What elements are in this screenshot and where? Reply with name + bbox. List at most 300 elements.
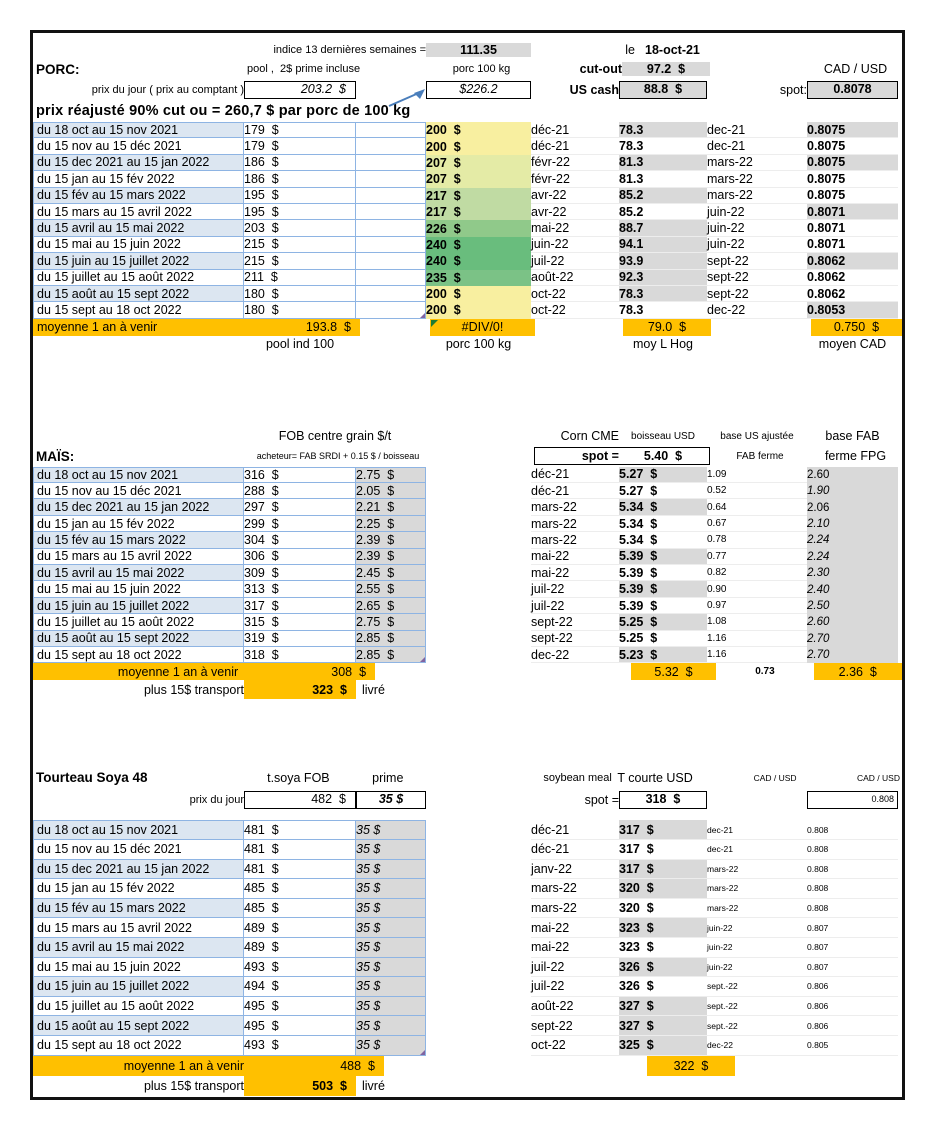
porc-pool-cell[interactable]: 186 $	[244, 155, 356, 171]
porc-date-cell[interactable]: du 15 juin au 15 juillet 2022	[33, 253, 244, 269]
soya-prime-cell[interactable]: 35 $	[356, 938, 426, 958]
soya-cad-month-cell[interactable]: sept.-22	[707, 997, 807, 1017]
porc-empty-cell[interactable]	[356, 220, 426, 236]
porc-price-cell[interactable]: 226 $	[426, 220, 531, 236]
mais-cme-month-cell[interactable]: mai-22	[531, 565, 619, 581]
porc-price-cell[interactable]: 207 $	[426, 155, 531, 171]
soya-cad-rate-cell[interactable]: 0.808	[807, 840, 898, 860]
porc-price-cell[interactable]: 217 $	[426, 188, 531, 204]
porc-date-cell[interactable]: du 15 sept au 18 oct 2022	[33, 302, 244, 318]
soya-meal-month-cell[interactable]: oct-22	[531, 1036, 619, 1056]
soya-cad-rate-cell[interactable]: 0.808	[807, 860, 898, 880]
soya-meal-month-cell[interactable]: janv-22	[531, 860, 619, 880]
mais-cme-value-cell[interactable]: 5.39 $	[619, 565, 707, 581]
mais-fab-ferme-cell[interactable]: 0.97	[707, 598, 807, 614]
porc-price-cell[interactable]: 200 $	[426, 286, 531, 302]
soya-price-cell[interactable]: 481 $	[244, 820, 356, 840]
porc-hog-value-cell[interactable]: 81.3	[619, 171, 707, 187]
soya-prime-cell[interactable]: 35 $	[356, 918, 426, 938]
tcourte-label: T courte USD	[617, 770, 693, 785]
soya-meal-value-cell[interactable]: 320 $	[619, 899, 707, 919]
uscash-value[interactable]: 88.8 $	[619, 81, 707, 99]
porc-pool-cell[interactable]: 215 $	[244, 253, 356, 269]
soya-price-cell[interactable]: 485 $	[244, 879, 356, 899]
mais-bushel-cell[interactable]: 2.25 $	[356, 516, 426, 532]
porc-cad-month-cell[interactable]: sept-22	[707, 286, 807, 302]
mais-price-cell[interactable]: 316 $	[244, 467, 356, 483]
porc-price-cell[interactable]: 207 $	[426, 171, 531, 187]
soya-avg-price[interactable]: 488 $	[340, 1058, 375, 1073]
porc-date-cell[interactable]: du 15 avril au 15 mai 2022	[33, 220, 244, 236]
mais-bushel-cell[interactable]: 2.05 $	[356, 483, 426, 499]
mais-bushel-cell[interactable]: 2.85 $	[356, 647, 426, 663]
porc-avg-hog[interactable]: 79.0 $	[647, 320, 687, 335]
porc-cad-month-cell[interactable]: sept-22	[707, 253, 807, 269]
porc-empty-cell[interactable]	[356, 270, 426, 286]
mais-cme-month-cell[interactable]: déc-21	[531, 467, 619, 483]
porc-hog-month-cell[interactable]: août-22	[531, 270, 619, 286]
porc-pool-cell[interactable]: 179 $	[244, 122, 356, 138]
porc-hog-value-cell[interactable]: 93.9	[619, 253, 707, 269]
porc-cad-rate-cell[interactable]: 0.8062	[807, 253, 898, 269]
mais-bushel-cell[interactable]: 2.75 $	[356, 614, 426, 630]
soya-spot-value[interactable]: 318 $	[619, 791, 707, 809]
porc-pool-cell[interactable]: 203 $	[244, 220, 356, 236]
soya-date-cell[interactable]: du 15 fév au 15 mars 2022	[33, 899, 244, 919]
porc-date-cell[interactable]: du 15 fév au 15 mars 2022	[33, 188, 244, 204]
mais-cme-value-cell[interactable]: 5.27 $	[619, 467, 707, 483]
soya-meal-value-cell[interactable]: 317 $	[619, 860, 707, 880]
mais-date-cell[interactable]: du 15 avril au 15 mai 2022	[33, 565, 244, 581]
mais-price-cell[interactable]: 315 $	[244, 614, 356, 630]
mais-cme-value-cell[interactable]: 5.39 $	[619, 549, 707, 565]
mais-price-cell[interactable]: 318 $	[244, 647, 356, 663]
mais-date-cell[interactable]: du 15 fév au 15 mars 2022	[33, 532, 244, 548]
corn-spot-value[interactable]: 5.40 $	[643, 448, 683, 463]
porc-cad-rate-cell[interactable]: 0.8071	[807, 204, 898, 220]
soya-meal-month-cell[interactable]: déc-21	[531, 820, 619, 840]
porc-cad-rate-cell[interactable]: 0.8071	[807, 237, 898, 253]
mais-fpg-cell[interactable]: 2.24	[807, 549, 898, 565]
porc-hog-month-cell[interactable]: oct-22	[531, 286, 619, 302]
soya-cad-rate-cell[interactable]: 0.806	[807, 977, 898, 997]
porc-cad-month-cell[interactable]: juin-22	[707, 204, 807, 220]
soya-cad-month-cell[interactable]: dec-21	[707, 840, 807, 860]
mais-bushel-cell[interactable]: 2.21 $	[356, 499, 426, 515]
cutout-value[interactable]: 97.2 $	[622, 62, 710, 76]
mais-bushel-cell[interactable]: 2.45 $	[356, 565, 426, 581]
porc-pool-cell[interactable]: 195 $	[244, 188, 356, 204]
mais-gap-cell	[426, 647, 531, 663]
soya-cad-rate-cell[interactable]: 0.808	[807, 820, 898, 840]
corn-spot-box[interactable]	[534, 447, 710, 465]
mais-fab-ferme-cell[interactable]: 1.16	[707, 631, 807, 647]
mais-fab-ferme-cell[interactable]: 1.09	[707, 467, 807, 483]
soya-date-cell[interactable]: du 15 août au 15 sept 2022	[33, 1016, 244, 1036]
mais-price-cell[interactable]: 319 $	[244, 631, 356, 647]
mais-bushel-cell[interactable]: 2.85 $	[356, 631, 426, 647]
soya-date-cell[interactable]: du 15 mars au 15 avril 2022	[33, 918, 244, 938]
soya-cad-month-cell[interactable]: mars-22	[707, 879, 807, 899]
mais-avg-fpg[interactable]: 2.36 $	[838, 664, 877, 679]
mais-cme-value-cell[interactable]: 5.39 $	[619, 598, 707, 614]
mais-cme-value-cell[interactable]: 5.34 $	[619, 516, 707, 532]
mais-cme-month-cell[interactable]: mars-22	[531, 516, 619, 532]
soya-price-cell[interactable]: 489 $	[244, 918, 356, 938]
mais-cme-month-cell[interactable]: mars-22	[531, 532, 619, 548]
porc-cad-month-cell[interactable]: juin-22	[707, 237, 807, 253]
soya-date-cell[interactable]: du 15 jan au 15 fév 2022	[33, 879, 244, 899]
soya-row	[33, 1016, 902, 1036]
porc-hog-month-cell[interactable]: mai-22	[531, 220, 619, 236]
soya-prime-cell[interactable]: 35 $	[356, 958, 426, 978]
mais-bushel-cell[interactable]: 2.55 $	[356, 581, 426, 597]
mais-fpg-cell[interactable]: 2.10	[807, 516, 898, 532]
mais-fpg-cell[interactable]: 2.60	[807, 614, 898, 630]
porc-pool-cell[interactable]: 195 $	[244, 204, 356, 220]
mais-cme-month-cell[interactable]: mai-22	[531, 549, 619, 565]
porc-cad-rate-cell[interactable]: 0.8075	[807, 155, 898, 171]
soya-cad-month-cell[interactable]: juin-22	[707, 918, 807, 938]
mais-fpg-cell[interactable]: 2.40	[807, 581, 898, 597]
mais-fab-ferme-cell[interactable]: 0.90	[707, 581, 807, 597]
porc-price-cell[interactable]: 200 $	[426, 302, 531, 318]
soya-price-cell[interactable]: 485 $	[244, 899, 356, 919]
mais-fab-ferme-cell[interactable]: 0.77	[707, 549, 807, 565]
soya-meal-month-cell[interactable]: déc-21	[531, 840, 619, 860]
soya-meal-month-cell[interactable]: juil-22	[531, 958, 619, 978]
porc-cad-month-cell[interactable]: dec-21	[707, 122, 807, 138]
porc-hog-value-cell[interactable]: 81.3	[619, 155, 707, 171]
soya-meal-month-cell[interactable]: mars-22	[531, 899, 619, 919]
porc-date-cell[interactable]: du 15 mars au 15 avril 2022	[33, 204, 244, 220]
mais-avg-base[interactable]: 0.73	[755, 666, 775, 678]
porc-hog-value-cell[interactable]: 78.3	[619, 286, 707, 302]
mais-price-cell[interactable]: 304 $	[244, 532, 356, 548]
porc-cad-rate-cell[interactable]: 0.8075	[807, 122, 898, 138]
soya-prime-input[interactable]: 35 $	[356, 791, 426, 809]
soya-cad-rate-cell[interactable]: 0.808	[807, 879, 898, 899]
mais-fpg-cell[interactable]: 2.06	[807, 499, 898, 515]
porc-cad-rate-cell[interactable]: 0.8071	[807, 220, 898, 236]
soya-price-cell[interactable]: 495 $	[244, 1016, 356, 1036]
soya-date-cell[interactable]: du 15 juillet au 15 août 2022	[33, 997, 244, 1017]
soya-meal-value-cell[interactable]: 327 $	[619, 1016, 707, 1036]
soya-price-cell[interactable]: 481 $	[244, 840, 356, 860]
mais-cme-value-cell[interactable]: 5.39 $	[619, 581, 707, 597]
soya-meal-value-cell[interactable]: 326 $	[619, 958, 707, 978]
porc-cad-month-cell[interactable]: dec-21	[707, 138, 807, 154]
soya-prime-cell[interactable]: 35 $	[356, 977, 426, 997]
porc-hog-value-cell[interactable]: 78.3	[619, 302, 707, 318]
soya-cad-month-cell[interactable]: mars-22	[707, 899, 807, 919]
soya-meal-month-cell[interactable]: mars-22	[531, 879, 619, 899]
porc-empty-cell[interactable]	[356, 204, 426, 220]
soya-transport-value[interactable]: 503 $	[312, 1078, 347, 1093]
soya-meal-value-cell[interactable]: 317 $	[619, 840, 707, 860]
soya-meal-value-cell[interactable]: 327 $	[619, 997, 707, 1017]
porc-empty-cell[interactable]	[356, 171, 426, 187]
mais-fpg-cell[interactable]: 2.30	[807, 565, 898, 581]
soya-cad-month-cell[interactable]: mars-22	[707, 860, 807, 880]
mais-row	[33, 499, 902, 515]
soya-meal-value-cell[interactable]: 326 $	[619, 977, 707, 997]
porc100-value-input[interactable]: $226.2	[426, 81, 531, 99]
mais-price-cell[interactable]: 297 $	[244, 499, 356, 515]
porc-price-cell[interactable]: 200 $	[426, 122, 531, 138]
soya-cad-rate-cell[interactable]: 0.808	[807, 899, 898, 919]
mais-avg-price[interactable]: 308 $	[331, 664, 367, 679]
soya-price-cell[interactable]: 493 $	[244, 1036, 356, 1056]
mais-date-cell[interactable]: du 15 mai au 15 juin 2022	[33, 581, 244, 597]
soya-cad-spot-value[interactable]: 0.808	[807, 791, 898, 809]
spot-value[interactable]: 0.8078	[807, 81, 898, 99]
porc-hog-month-cell[interactable]: avr-22	[531, 204, 619, 220]
mais-gap-cell	[426, 631, 531, 647]
mais-row	[33, 614, 902, 630]
porc-hog-value-cell[interactable]: 85.2	[619, 204, 707, 220]
mais-date-cell[interactable]: du 15 juillet au 15 août 2022	[33, 614, 244, 630]
soya-cad-rate-cell[interactable]: 0.806	[807, 997, 898, 1017]
mais-price-cell[interactable]: 306 $	[244, 549, 356, 565]
soya-cad-month-cell[interactable]: juin-22	[707, 958, 807, 978]
porc-price-cell[interactable]: 235 $	[426, 270, 531, 286]
soya-prixjour-input[interactable]: 482 $	[244, 791, 356, 809]
soya-prime-cell[interactable]: 35 $	[356, 899, 426, 919]
mais-price-cell[interactable]: 309 $	[244, 565, 356, 581]
soya-meal-value-cell[interactable]: 323 $	[619, 918, 707, 938]
soya-cad-month-cell[interactable]: dec-22	[707, 1036, 807, 1056]
mais-date-cell[interactable]: du 15 juin au 15 juillet 2022	[33, 598, 244, 614]
mais-date-cell[interactable]: du 15 août au 15 sept 2022	[33, 631, 244, 647]
porc-pool-cell[interactable]: 186 $	[244, 171, 356, 187]
mais-bushel-cell[interactable]: 2.65 $	[356, 598, 426, 614]
mais-fab-ferme-cell[interactable]: 0.67	[707, 516, 807, 532]
soya-prime-cell[interactable]: 35 $	[356, 840, 426, 860]
soya-date-cell[interactable]: du 15 nov au 15 déc 2021	[33, 840, 244, 860]
soya-cad-month-cell[interactable]: juin-22	[707, 938, 807, 958]
mais-date-cell[interactable]: du 15 jan au 15 fév 2022	[33, 516, 244, 532]
mais-price-cell[interactable]: 313 $	[244, 581, 356, 597]
porc-empty-cell[interactable]	[356, 188, 426, 204]
mais-cme-value-cell[interactable]: 5.34 $	[619, 532, 707, 548]
soya-date-cell[interactable]: du 15 avril au 15 mai 2022	[33, 938, 244, 958]
soya-meal-month-cell[interactable]: sept-22	[531, 1016, 619, 1036]
soya-date-cell[interactable]: du 15 dec 2021 au 15 jan 2022	[33, 860, 244, 880]
soya-meal-value-cell[interactable]: 323 $	[619, 938, 707, 958]
mais-date-cell[interactable]: du 18 oct au 15 nov 2021	[33, 467, 244, 483]
porc-hog-month-cell[interactable]: déc-21	[531, 122, 619, 138]
mais-bushel-cell[interactable]: 2.39 $	[356, 532, 426, 548]
porc-date-cell[interactable]: du 15 jan au 15 fév 2022	[33, 171, 244, 187]
porc-hog-month-cell[interactable]: juil-22	[531, 253, 619, 269]
porc-foot-hog: moy L Hog	[633, 337, 693, 352]
mais-fab-ferme-cell[interactable]: 0.78	[707, 532, 807, 548]
mais-cme-month-cell[interactable]: dec-22	[531, 647, 619, 663]
mais-fpg-cell[interactable]: 2.60	[807, 467, 898, 483]
mais-fpg-cell[interactable]: 2.24	[807, 532, 898, 548]
porc-price-cell[interactable]: 240 $	[426, 253, 531, 269]
mais-fpg-cell[interactable]: 2.70	[807, 631, 898, 647]
mais-cme-value-cell[interactable]: 5.27 $	[619, 483, 707, 499]
porc-hog-month-cell[interactable]: avr-22	[531, 188, 619, 204]
porc-pool-cell[interactable]: 180 $	[244, 302, 356, 318]
soya-meal-month-cell[interactable]: mai-22	[531, 938, 619, 958]
soya-meal-value-cell[interactable]: 317 $	[619, 820, 707, 840]
porc-empty-cell[interactable]	[356, 155, 426, 171]
porc-hog-month-cell[interactable]: févr-22	[531, 171, 619, 187]
soya-prime-cell[interactable]: 35 $	[356, 820, 426, 840]
porc-hog-value-cell[interactable]: 92.3	[619, 270, 707, 286]
mais-cme-month-cell[interactable]: juil-22	[531, 598, 619, 614]
mais-avg-cme[interactable]: 5.32 $	[654, 664, 693, 679]
soya-prime-cell[interactable]: 35 $	[356, 860, 426, 880]
soya-avg-value[interactable]: 322 $	[673, 1058, 709, 1073]
porc-hog-month-cell[interactable]: oct-22	[531, 302, 619, 318]
porc-date-cell[interactable]: du 15 août au 15 sept 2022	[33, 286, 244, 302]
mais-cme-month-cell[interactable]: déc-21	[531, 483, 619, 499]
soya-meal-month-cell[interactable]: août-22	[531, 997, 619, 1017]
soya-meal-month-cell[interactable]: juil-22	[531, 977, 619, 997]
porc-cad-month-cell[interactable]: sept-22	[707, 270, 807, 286]
mais-fab-ferme-cell[interactable]: 1.16	[707, 647, 807, 663]
soya-prime-cell[interactable]: 35 $	[356, 1036, 426, 1056]
porc-hog-value-cell[interactable]: 94.1	[619, 237, 707, 253]
mais-transport-row	[33, 680, 902, 699]
porc-cad-month-cell[interactable]: juin-22	[707, 220, 807, 236]
mais-date-cell[interactable]: du 15 sept au 18 oct 2022	[33, 647, 244, 663]
porc-cad-month-cell[interactable]: dec-22	[707, 302, 807, 318]
soya-gap-cell	[426, 958, 531, 978]
porc-cad-month-cell[interactable]: mars-22	[707, 155, 807, 171]
porc-pool-cell[interactable]: 211 $	[244, 270, 356, 286]
porc-hog-value-cell[interactable]: 85.2	[619, 188, 707, 204]
mais-fab-ferme-cell[interactable]: 0.52	[707, 483, 807, 499]
soya-date-cell[interactable]: du 18 oct au 15 nov 2021	[33, 820, 244, 840]
porc-cad-rate-cell[interactable]: 0.8075	[807, 188, 898, 204]
soya-price-cell[interactable]: 494 $	[244, 977, 356, 997]
porc-cad-month-cell[interactable]: mars-22	[707, 171, 807, 187]
porc-price-cell[interactable]: 240 $	[426, 237, 531, 253]
porc-cad-rate-cell[interactable]: 0.8062	[807, 270, 898, 286]
soya-price-cell[interactable]: 493 $	[244, 958, 356, 978]
porc-cad-month-cell[interactable]: mars-22	[707, 188, 807, 204]
mais-fpg-cell[interactable]: 2.70	[807, 647, 898, 663]
indice-value[interactable]: 111.35	[426, 43, 531, 57]
porc-empty-cell[interactable]	[356, 302, 426, 318]
soya-prime-cell[interactable]: 35 $	[356, 879, 426, 899]
mais-price-cell[interactable]: 288 $	[244, 483, 356, 499]
mais-fpg-cell[interactable]: 1.90	[807, 483, 898, 499]
porc-empty-cell[interactable]	[356, 286, 426, 302]
porc-hog-value-cell[interactable]: 78.3	[619, 122, 707, 138]
porc-cad-rate-cell[interactable]: 0.8075	[807, 171, 898, 187]
mais-transport-value[interactable]: 323 $	[312, 682, 347, 697]
soya-meal-value-cell[interactable]: 325 $	[619, 1036, 707, 1056]
mais-date-cell[interactable]: du 15 mars au 15 avril 2022	[33, 549, 244, 565]
mais-bushel-cell[interactable]: 2.39 $	[356, 549, 426, 565]
mais-date-cell[interactable]: du 15 dec 2021 au 15 jan 2022	[33, 499, 244, 515]
porc-hog-value-cell[interactable]: 78.3	[619, 138, 707, 154]
porc-prixjour-input[interactable]: 203.2 $	[244, 81, 356, 99]
porc-date-cell[interactable]: du 15 dec 2021 au 15 jan 2022	[33, 155, 244, 171]
soya-cad-rate-cell[interactable]: 0.805	[807, 1036, 898, 1056]
porc-pool-cell[interactable]: 180 $	[244, 286, 356, 302]
porc-pool-cell[interactable]: 215 $	[244, 237, 356, 253]
porc-row	[33, 188, 902, 204]
porc-pool-cell[interactable]: 179 $	[244, 138, 356, 154]
soya-cad-rate-cell[interactable]: 0.807	[807, 958, 898, 978]
soya-cad-rate-cell[interactable]: 0.806	[807, 1016, 898, 1036]
base-us-label: base US ajustée	[720, 430, 794, 442]
porc-avg-error[interactable]: #DIV/0!	[461, 320, 504, 335]
mais-cme-value-cell[interactable]: 5.25 $	[619, 614, 707, 630]
mais-fab-ferme-cell[interactable]: 0.82	[707, 565, 807, 581]
porc-avg-cad[interactable]: 0.750 $	[833, 320, 880, 335]
soya-date-cell[interactable]: du 15 juin au 15 juillet 2022	[33, 977, 244, 997]
soya-cad-rate-cell[interactable]: 0.807	[807, 918, 898, 938]
mais-cme-value-cell[interactable]: 5.34 $	[619, 499, 707, 515]
soya-price-cell[interactable]: 489 $	[244, 938, 356, 958]
report-date: 18-oct-21	[645, 42, 700, 57]
soya-price-cell[interactable]: 481 $	[244, 860, 356, 880]
mais-price-cell[interactable]: 299 $	[244, 516, 356, 532]
mais-price-cell[interactable]: 317 $	[244, 598, 356, 614]
porc-date-cell[interactable]: du 15 mai au 15 juin 2022	[33, 237, 244, 253]
porc-date-cell[interactable]: du 15 juillet au 15 août 2022	[33, 270, 244, 286]
mais-fab-ferme-cell[interactable]: 1.08	[707, 614, 807, 630]
soya-cad-month-cell[interactable]: dec-21	[707, 820, 807, 840]
soya-cad-month-cell[interactable]: sept.-22	[707, 977, 807, 997]
porc-hog-value-cell[interactable]: 88.7	[619, 220, 707, 236]
mais-bushel-cell[interactable]: 2.75 $	[356, 467, 426, 483]
porc-hog-month-cell[interactable]: juin-22	[531, 237, 619, 253]
mais-cme-month-cell[interactable]: sept-22	[531, 631, 619, 647]
porc-cad-rate-cell[interactable]: 0.8062	[807, 286, 898, 302]
soya-date-cell[interactable]: du 15 mai au 15 juin 2022	[33, 958, 244, 978]
mais-cme-value-cell[interactable]: 5.25 $	[619, 631, 707, 647]
soya-cad-month-cell[interactable]: sept.-22	[707, 1016, 807, 1036]
porc-hog-month-cell[interactable]: févr-22	[531, 155, 619, 171]
porc-date-cell[interactable]: du 15 nov au 15 déc 2021	[33, 138, 244, 154]
porc-empty-cell[interactable]	[356, 237, 426, 253]
mais-fpg-cell[interactable]: 2.50	[807, 598, 898, 614]
porc-avg-pool[interactable]: 193.8 $	[305, 320, 351, 335]
soya-price-cell[interactable]: 495 $	[244, 997, 356, 1017]
porc-price-cell[interactable]: 200 $	[426, 138, 531, 154]
porc-cad-rate-cell[interactable]: 0.8053	[807, 302, 898, 318]
mais-fab-ferme-cell[interactable]: 0.64	[707, 499, 807, 515]
mais-date-cell[interactable]: du 15 nov au 15 déc 2021	[33, 483, 244, 499]
mais-cme-month-cell[interactable]: mars-22	[531, 499, 619, 515]
soya-date-cell[interactable]: du 15 sept au 18 oct 2022	[33, 1036, 244, 1056]
porc-hog-month-cell[interactable]: déc-21	[531, 138, 619, 154]
porc-empty-cell[interactable]	[356, 253, 426, 269]
soya-meal-month-cell[interactable]: mai-22	[531, 918, 619, 938]
soya-meal-value-cell[interactable]: 320 $	[619, 879, 707, 899]
mais-cme-month-cell[interactable]: juil-22	[531, 581, 619, 597]
mais-cme-value-cell[interactable]: 5.23 $	[619, 647, 707, 663]
soya-cad-rate-cell[interactable]: 0.807	[807, 938, 898, 958]
soya-prime-cell[interactable]: 35 $	[356, 997, 426, 1017]
porc-date-cell[interactable]: du 18 oct au 15 nov 2021	[33, 122, 244, 138]
porc-empty-cell[interactable]	[356, 138, 426, 154]
porc-empty-cell[interactable]	[356, 122, 426, 138]
porc-price-cell[interactable]: 217 $	[426, 204, 531, 220]
mais-cme-month-cell[interactable]: sept-22	[531, 614, 619, 630]
porc-cad-rate-cell[interactable]: 0.8075	[807, 138, 898, 154]
soya-prime-cell[interactable]: 35 $	[356, 1016, 426, 1036]
